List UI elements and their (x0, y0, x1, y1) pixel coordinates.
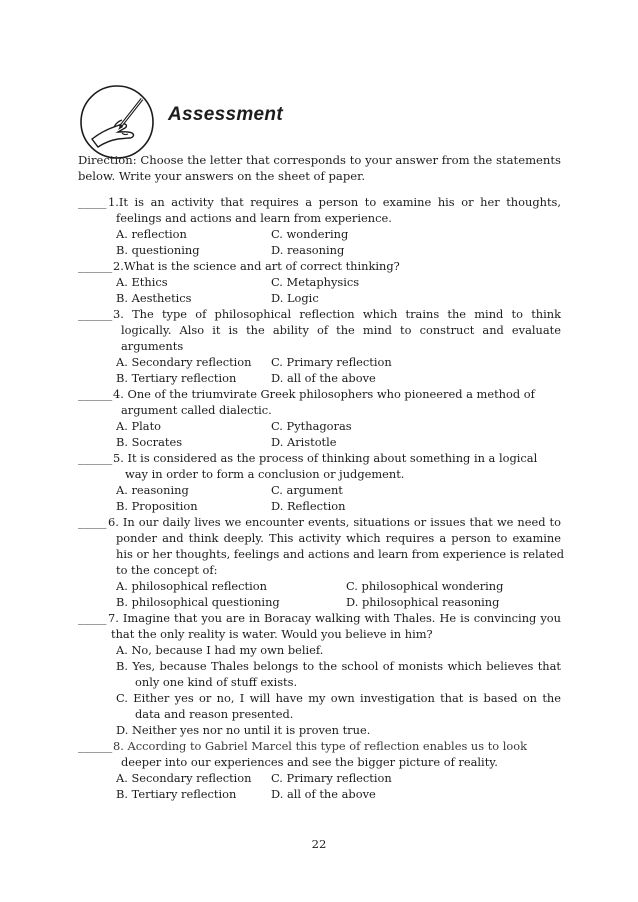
option-b: B. Aesthetics (116, 291, 192, 305)
option-a: A. reflection (116, 227, 187, 241)
option-c: C. Primary reflection (271, 355, 392, 369)
direction-text: Direction: Choose the letter that corresponds to your answer from the statements below. Write your answers on the sheet of paper. (78, 153, 561, 183)
option-d: D. Logic (271, 291, 319, 305)
question-text: 8. According to Gabriel Marcel this type of reflection enables us to look (113, 739, 528, 753)
question-text: 1.It is an activity that requires a person to examine his or her thoughts, (108, 195, 561, 209)
option-a: A. Plato (116, 419, 162, 433)
option-c: C. Pythagoras (271, 419, 352, 433)
question-text: arguments (121, 339, 184, 353)
question-text: his or her thoughts, feelings and actions and learn from experience is related (116, 547, 565, 561)
option-b: B. Proposition (116, 499, 198, 513)
answer-blank: ______ (78, 451, 113, 465)
option-c: C. philosophical wondering (346, 579, 504, 593)
option-c: C. Metaphysics (271, 275, 360, 289)
question-text: 7. Imagine that you are in Boracay walking with Thales. He is convincing you (108, 611, 561, 625)
option-d: D. Aristotle (271, 435, 337, 449)
question-text: way in order to form a conclusion or judgement. (125, 467, 405, 481)
question-text: 6. In our daily lives we encounter events, situations or issues that we need to (108, 515, 561, 529)
question-text: feelings and actions and learn from experience. (116, 211, 392, 225)
option-c: C. Primary reflection (271, 771, 392, 785)
option-a: A. reasoning (116, 483, 189, 497)
option-c: C. wondering (271, 227, 349, 241)
option-d: D. Reflection (271, 499, 346, 513)
answer-blank: _____ (78, 611, 107, 625)
page-number: 22 (311, 837, 327, 851)
option-d: D. philosophical reasoning (346, 595, 500, 609)
option-a: A. Ethics (116, 275, 168, 289)
question-text: 2.What is the science and art of correct thinking? (113, 259, 400, 273)
option-d: D. Neither yes nor no until it is proven true. (116, 723, 371, 737)
option-c: C. argument (271, 483, 343, 497)
question-text: that the only reality is water. Would you believe in him? (111, 627, 433, 641)
question-text: ponder and think deeply. This activity which requires a person to examine (116, 531, 561, 545)
question-text: 4. One of the triumvirate Greek philosophers who pioneered a method of (113, 387, 535, 401)
question-text: logically. Also it is the ability of the mind to construct and evaluate (121, 323, 561, 337)
option-c-continued: data and reason presented. (135, 707, 294, 721)
option-d: D. reasoning (271, 243, 345, 257)
page-title: Assessment (168, 104, 283, 125)
option-a: A. philosophical reflection (116, 579, 267, 593)
answer-blank: _____ (78, 515, 107, 529)
option-a: A. No, because I had my own belief. (116, 643, 324, 657)
option-b: B. Yes, because Thales belongs to the school of monists which believes that (116, 659, 561, 673)
answer-blank: ______ (78, 739, 113, 753)
option-a: A. Secondary reflection (116, 355, 252, 369)
question-text: to the concept of: (116, 563, 218, 577)
option-b-continued: only one kind of stuff exists. (135, 675, 298, 689)
question-text: argument called dialectic. (121, 403, 272, 417)
answer-blank: ______ (78, 387, 113, 401)
question-text: 3. The type of philosophical reflection which trains the mind to think (113, 307, 561, 321)
option-b: B. Socrates (116, 435, 183, 449)
option-d: D. all of the above (271, 787, 376, 801)
option-b: B. Tertiary reflection (116, 787, 237, 801)
option-b: B. questioning (116, 243, 200, 257)
answer-blank: _____ (78, 195, 107, 209)
option-b: B. Tertiary reflection (116, 371, 237, 385)
option-b: B. philosophical questioning (116, 595, 280, 609)
hand-writing-pencil-icon (78, 83, 156, 161)
answer-blank: ______ (78, 259, 113, 273)
question-text: 5. It is considered as the process of thinking about something in a logical (113, 451, 538, 465)
option-c: C. Either yes or no, I will have my own investigation that is based on the (116, 691, 561, 705)
answer-blank: ______ (78, 307, 113, 321)
question-text: deeper into our experiences and see the bigger picture of reality. (121, 755, 498, 769)
option-d: D. all of the above (271, 371, 376, 385)
option-a: A. Secondary reflection (116, 771, 252, 785)
